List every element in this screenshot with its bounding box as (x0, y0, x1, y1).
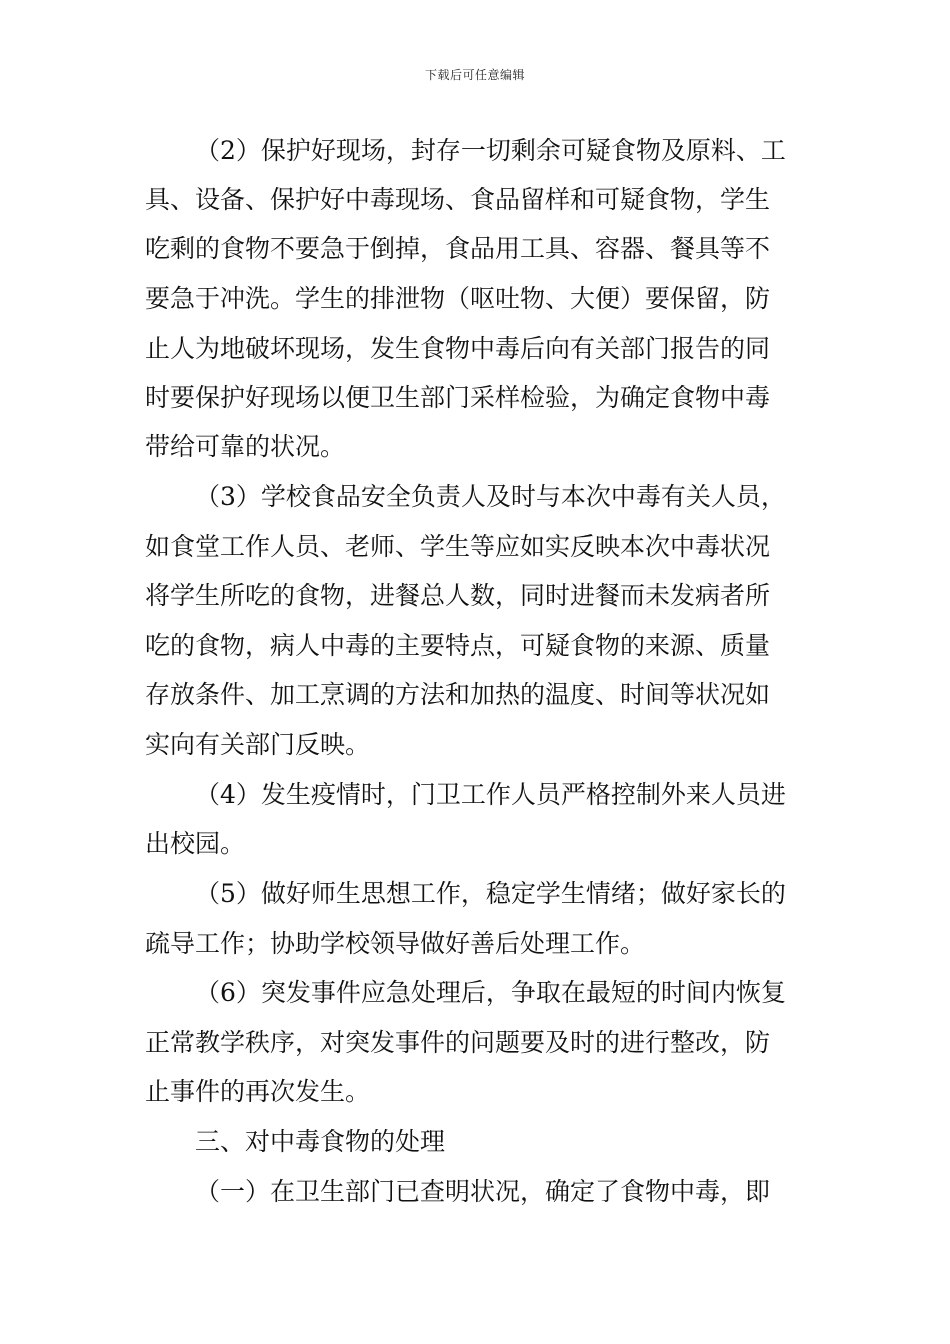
body-line: （2）保护好现场，封存一切剩余可疑食物及原料、工 (195, 136, 786, 165)
body-line: 实向有关部门反映。 (145, 730, 371, 759)
body-line: （5）做好师生思想工作，稳定学生情绪；做好家长的 (195, 879, 786, 908)
body-line: 正常教学秩序，对突发事件的问题要及时的进行整改，防 (145, 1028, 771, 1057)
body-line: （3）学校食品安全负责人及时与本次中毒有关人员， (195, 482, 786, 511)
body-line: （4）发生疫情时，门卫工作人员严格控制外来人员进 (195, 780, 786, 809)
body-line: 吃的食物，病人中毒的主要特点，可疑食物的来源、质量 (145, 631, 771, 660)
body-line: 吃剩的食物不要急于倒掉，食品用工具、容器、餐具等不 (145, 234, 771, 263)
body-line: 出校园。 (145, 829, 246, 858)
body-line: 存放条件、加工烹调的方法和加热的温度、时间等状况如 (145, 680, 771, 709)
page-header: 下载后可任意编辑 (424, 68, 525, 82)
body-line: 止事件的再次发生。 (145, 1077, 371, 1106)
body-line: 如食堂工作人员、老师、学生等应如实反映本次中毒状况 (145, 532, 771, 561)
body-line: 要急于冲洗。学生的排泄物（呕吐物、大便）要保留，防 (145, 284, 771, 313)
body-line: 疏导工作；协助学校领导做好善后处理工作。 (145, 929, 646, 958)
body-line: 带给可靠的状况。 (145, 432, 346, 461)
body-line: 时要保护好现场以便卫生部门采样检验，为确定食物中毒 (145, 383, 771, 412)
body-line: 具、设备、保护好中毒现场、食品留样和可疑食物，学生 (145, 185, 771, 214)
section-heading: 三、对中毒食物的处理 (195, 1127, 446, 1156)
body-line: 止人为地破坏现场，发生食物中毒后向有关部门报告的同 (145, 334, 771, 363)
body-line: 将学生所吃的食物，进餐总人数，同时进餐而未发病者所 (145, 581, 771, 610)
body-line: （6）突发事件应急处理后，争取在最短的时间内恢复 (195, 978, 786, 1007)
body-line: （一）在卫生部门已查明状况，确定了食物中毒，即 (195, 1177, 771, 1206)
